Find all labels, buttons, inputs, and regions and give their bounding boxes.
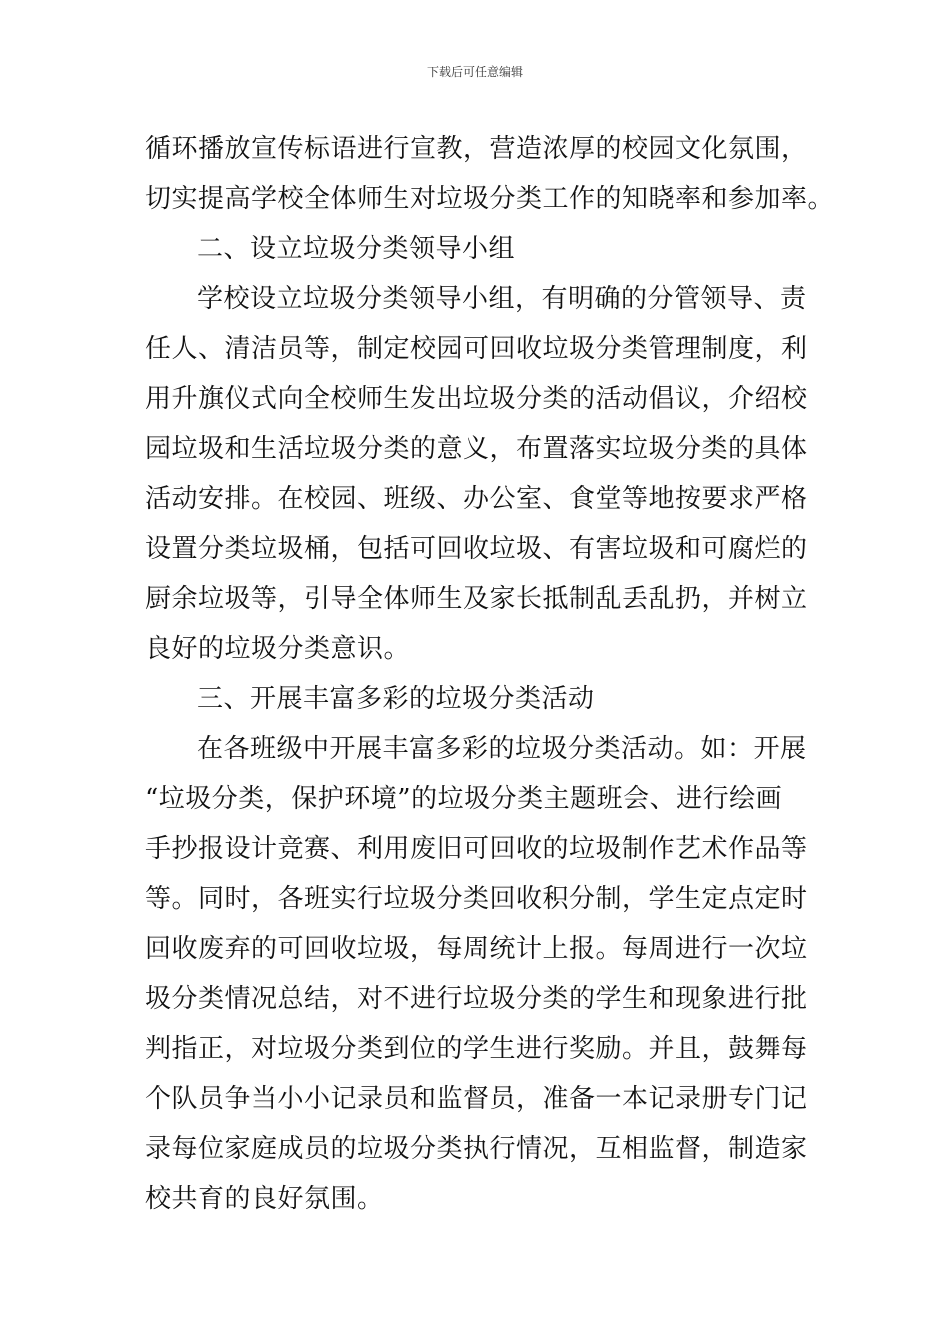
text-line: 切实提高学校全体师生对垃圾分类工作的知晓率和参加率。 bbox=[145, 184, 835, 214]
text-line: 圾分类情况总结，对不进行垃圾分类的学生和现象进行批 bbox=[145, 984, 808, 1014]
document-body bbox=[145, 124, 835, 1224]
text-line: 设置分类垃圾桶，包括可回收垃圾、有害垃圾和可腐烂的 bbox=[145, 534, 808, 564]
text-line: 录每位家庭成员的垃圾分类执行情况，互相监督，制造家 bbox=[145, 1134, 808, 1164]
text-line: 在各班级中开展丰富多彩的垃圾分类活动。如：开展 bbox=[197, 734, 807, 764]
text-line: 个队员争当小小记录员和监督员，准备一本记录册专门记 bbox=[145, 1084, 808, 1114]
text-line: 等。同时，各班实行垃圾分类回收积分制，学生定点定时 bbox=[145, 884, 808, 914]
text-line: 园垃圾和生活垃圾分类的意义，布置落实垃圾分类的具体 bbox=[145, 434, 808, 464]
text-line: 活动安排。在校园、班级、办公室、食堂等地按要求严格 bbox=[145, 484, 808, 514]
text-line: 循环播放宣传标语进行宣教，营造浓厚的校园文化氛围， bbox=[145, 134, 808, 164]
text-line: 回收废弃的可回收垃圾，每周统计上报。每周进行一次垃 bbox=[145, 934, 808, 964]
text-line: 任人、清洁员等，制定校园可回收垃圾分类管理制度，利 bbox=[145, 334, 808, 364]
text-line: 厨余垃圾等，引导全体师生及家长抵制乱丢乱扔，并树立 bbox=[145, 584, 808, 614]
text-line: 用升旗仪式向全校师生发出垃圾分类的活动倡议，介绍校 bbox=[145, 384, 808, 414]
text-line: “垃圾分类，保护环境”的垃圾分类主题班会、进行绘画 bbox=[145, 784, 783, 814]
text-line: 校共育的良好氛围。 bbox=[145, 1184, 384, 1214]
page-header: 下载后可任意编辑 bbox=[426, 65, 523, 79]
section-heading: 二、设立垃圾分类领导小组 bbox=[197, 234, 516, 264]
section-heading: 三、开展丰富多彩的垃圾分类活动 bbox=[197, 684, 595, 714]
text-line: 良好的垃圾分类意识。 bbox=[145, 634, 411, 664]
text-line: 手抄报设计竞赛、利用废旧可回收的垃圾制作艺术作品等 bbox=[145, 834, 808, 864]
text-line: 学校设立垃圾分类领导小组，有明确的分管领导、责 bbox=[197, 284, 807, 314]
text-line: 判指正，对垃圾分类到位的学生进行奖励。并且，鼓舞每 bbox=[145, 1034, 808, 1064]
